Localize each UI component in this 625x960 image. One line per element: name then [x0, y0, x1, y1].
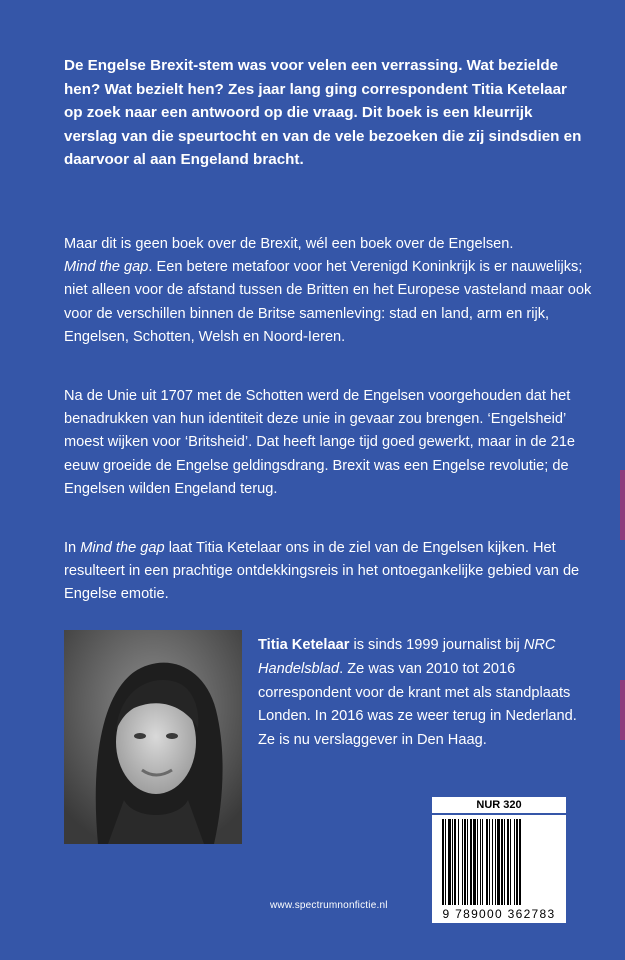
p3-text-b: laat Titia Ketelaar ons in de ziel van de Engelsen kijken. Het resulteert in een prachtige ontdekkingsreis in het ontoegankelijke gebied van de Engelse emotie.: [64, 540, 580, 603]
barcode-bars-icon: [432, 819, 566, 909]
bio-text-b: . Ze was van 2010 tot 2016 correspondent voor de krant met als standplaats Londen. In 2016 was ze weer terug in Nederland. Ze is nu verslaggever in Den Haag.: [258, 660, 577, 749]
bio-text-a: is sinds 1999 journalist bij: [353, 637, 520, 653]
p1-text-a: Maar dit is geen boek over de Brexit, wél een boek over de Engelsen.: [64, 236, 514, 252]
book-title-mention: Mind the gap: [64, 259, 149, 276]
paragraph-summary: [64, 537, 604, 607]
isbn-barcode: [432, 815, 566, 923]
publisher-url: www.spectrumnonfictie.nl: [270, 900, 388, 911]
isbn-number: 9 789000 362783: [442, 907, 556, 921]
nur-code: NUR 320: [432, 797, 566, 813]
newspaper-name: NRC Handelsblad: [258, 637, 556, 677]
author-photo: [64, 630, 242, 844]
paragraph-union-history: Na de Unie uit 1707 met de Schotten werd de Engelsen voorgehouden dat het benadrukken van hun identiteit deze unie in gevaar zou brengen. ‘Engelsheid’ moest wijken voor ‘Britsheid’. Dat heeft lange tijd goed gewerkt, maar in de 21e eeuw groeide de Engelse geldingsdrang. Brexit was een Engelse revolutie; de Engelsen wilden Engeland terug.: [64, 388, 576, 497]
spine-edge-mark-2: [620, 680, 625, 740]
author-bio: [258, 634, 588, 753]
p3-text-a: In: [64, 540, 77, 556]
book-title-mention-2: Mind the gap: [80, 540, 165, 556]
p1-text-b: . Een betere metafoor voor het Verenigd Koninkrijk is er nauwelijks; niet alleen voor de afstand tussen de Britten en het Europese vasteland maar ook voor de verschillen binnen de Britse samenleving: stad en land, arm en rijk, Engelsen, Schotten, Welsh en Noord-Ieren.: [64, 259, 592, 345]
intro-paragraph: De Engelse Brexit-stem was voor velen een verrassing. Wat bezielde hen? Wat bezielt hen? Zes jaar lang ging correspondent Titia Ketelaar op zoek naar een antwoord op die vraag. Dit boek is een kleurrijk verslag van die speurtocht en van de vele bezoeken die zij sindsdien en daarvoor al aan Engeland bracht.: [64, 57, 582, 168]
author-name: Titia Ketelaar: [258, 637, 350, 653]
spine-edge-mark: [620, 470, 625, 540]
paragraph-brexit-metaphor: [64, 233, 604, 349]
